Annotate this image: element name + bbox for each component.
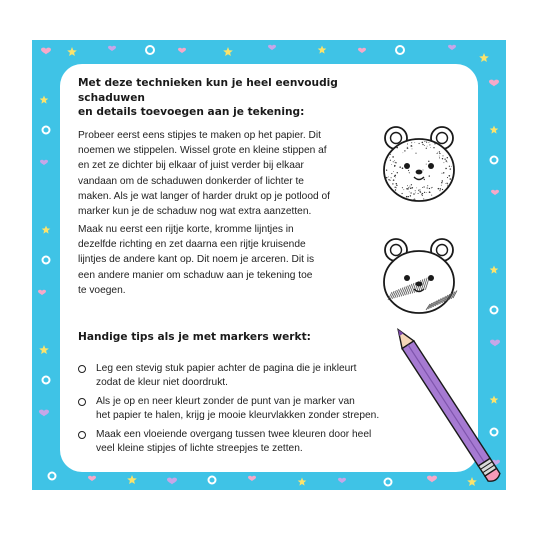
heart-icon xyxy=(248,476,256,482)
ring-icon xyxy=(209,477,216,484)
star-icon xyxy=(39,345,49,354)
heart-icon xyxy=(268,45,276,51)
ring-icon xyxy=(491,157,498,164)
star-icon xyxy=(42,226,51,234)
star-icon xyxy=(298,478,307,486)
main-heading-line-2: en details toevoegen aan je tekening: xyxy=(78,106,305,118)
star-icon xyxy=(127,475,137,484)
star-icon xyxy=(40,96,49,104)
heart-icon xyxy=(41,48,51,55)
tip-item xyxy=(78,362,398,391)
star-icon xyxy=(479,53,489,62)
tip-line: zodat de kleur niet doordrukt. xyxy=(96,377,228,389)
tip-line: Als je op en neer kleurt zonder de punt van je marker van xyxy=(96,395,355,407)
paragraph-line: te voegen. xyxy=(78,284,126,296)
star-icon xyxy=(223,47,233,56)
paragraph-line: dezelfde richting en zet daarna een rijtje kruisende xyxy=(78,239,306,251)
tips-heading: Handige tips als je met markers werkt: xyxy=(78,331,311,343)
heart-icon xyxy=(491,190,499,196)
ring-icon xyxy=(43,257,50,264)
bear-face-hatched-illustration xyxy=(376,234,462,320)
paragraph-line: Probeer eerst eens stipjes te maken op het papier. Dit xyxy=(78,130,321,141)
main-heading-line-1: Met deze technieken kun je heel eenvoudig schaduwen xyxy=(78,77,338,104)
star-icon xyxy=(67,47,77,56)
tip-item xyxy=(78,428,398,457)
tip-line: het papier te halen, krijg je mooie kleurvlakken zonder strepen. xyxy=(96,410,380,422)
paragraph-line: maken. Als je wat langer of harder drukt op je potlood of xyxy=(78,190,331,202)
tip-line: Maak een vloeiende overgang tussen twee kleuren door heel xyxy=(96,428,372,440)
heart-icon xyxy=(358,48,366,54)
paragraph-line: marker kun je de schaduw nog wat extra aanzetten. xyxy=(78,206,312,218)
heart-icon xyxy=(489,80,499,87)
heart-icon xyxy=(167,478,177,485)
ring-icon xyxy=(43,377,50,384)
heart-icon xyxy=(108,46,116,52)
heart-icon xyxy=(338,478,346,484)
content-card xyxy=(60,64,478,472)
paragraph-line: vandaan om de schaduwen donkerder of lichter te xyxy=(78,175,304,187)
blue-decorative-frame xyxy=(32,40,506,490)
stippling-paragraph xyxy=(78,128,378,219)
purple-pencil-illustration xyxy=(396,326,506,490)
star-icon xyxy=(490,126,499,134)
ring-icon xyxy=(49,473,56,480)
paragraph-line: en zet ze dichter bij elkaar of juist verder bij elkaar xyxy=(78,160,304,172)
bullet-circle-icon xyxy=(78,398,86,406)
paragraph-line: Maak nu eerst een rijtje korte, kromme lijntjes in xyxy=(78,224,294,235)
tips-list xyxy=(78,362,398,460)
star-icon xyxy=(318,46,327,54)
tip-line: veel kleine stipjes of lichte streepjes te zetten. xyxy=(96,443,303,455)
tip-line: Leg een stevig stuk papier achter de pagina die je inkleurt xyxy=(96,363,357,374)
heart-icon xyxy=(448,45,456,51)
bullet-circle-icon xyxy=(78,365,86,373)
paragraph-line: noemen we stippelen. Wissel grote en kleine stippen af xyxy=(78,145,327,157)
tip-item xyxy=(78,395,398,424)
heart-icon xyxy=(38,290,46,296)
main-heading xyxy=(78,76,378,120)
ring-icon xyxy=(43,127,50,134)
paragraph-line: een andere manier om schaduw aan je tekening toe xyxy=(78,269,313,281)
ring-icon xyxy=(146,46,154,54)
bullet-circle-icon xyxy=(78,431,86,439)
heart-icon xyxy=(178,48,186,54)
ring-icon xyxy=(385,479,392,486)
heart-icon xyxy=(39,410,49,417)
ring-icon xyxy=(491,307,498,314)
star-icon xyxy=(490,266,499,274)
hatching-paragraph xyxy=(78,222,378,298)
heart-icon xyxy=(40,160,48,166)
heart-icon xyxy=(88,476,96,482)
ring-icon xyxy=(396,46,404,54)
bear-face-stippled-illustration xyxy=(376,122,462,208)
paragraph-line: lijntjes de andere kant op. Dit noem je arceren. Dit is xyxy=(78,254,315,266)
